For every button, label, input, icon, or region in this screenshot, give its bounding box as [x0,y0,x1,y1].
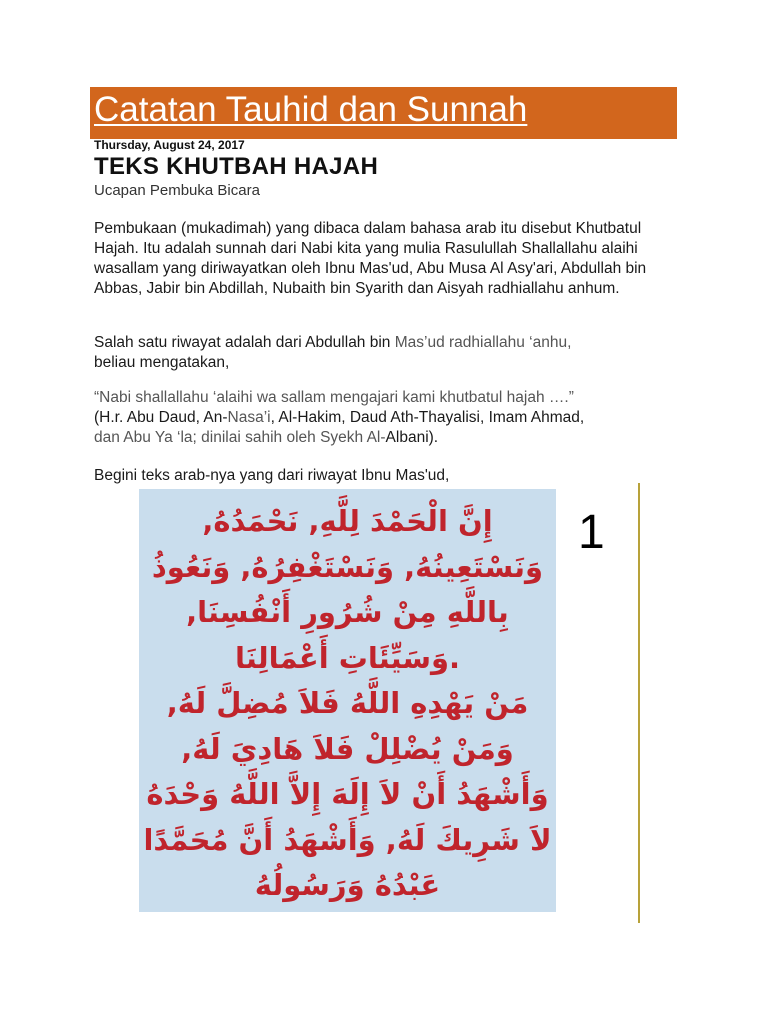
ref-text-3: , Al- [270,409,298,426]
arabic-line: عَبْدُهُ وَرَسُولُهُ [254,868,441,902]
quote-paragraph [94,388,684,448]
ref-text-4: Hakim, Daud Ath-Thayalisi, Imam Ahmad, [297,409,585,426]
arabic-lines [139,499,556,909]
narration-paragraph [94,333,684,373]
image-number-label: 1 [578,506,605,559]
arabic-text-image [139,489,556,912]
narration-text-2: Mas’ud radhiallahu ‘anhu, [394,334,572,351]
arabic-line: وَنَسْتَعِينُهُ, وَنَسْتَغْفِرُهُ, وَنَعُوذُ [151,549,544,584]
arabic-line: وَأَشْهَدُ أَنْ لاَ إِلَهَ إِلاَّ اللَّهُ وَحْدَهُ [146,777,549,811]
blog-title-link[interactable]: Catatan Tauhid dan Sunnah [94,90,528,129]
arabic-line: لاَ شَرِيكَ لَهُ, وَأَشْهَدُ أَنَّ مُحَمَّدًا [143,822,552,857]
arabic-line: إِنَّ الْحَمْدَ لِلَّهِ, نَحْمَدُهُ, [202,504,493,538]
arabic-line: مَنْ يَهْدِهِ اللَّهُ فَلاَ مُضِلَّ لَهُ, [166,686,529,720]
ref-text-2: Nasa’i [227,409,271,426]
hadith-quote: “Nabi shallallahu ‘alaihi wa sallam mengajari kami khutbatul hajah ….” [94,389,574,406]
arabic-line: وَمَنْ يُضْلِلْ فَلاَ هَادِيَ لَهُ, [181,731,514,766]
post-title: TEKS KHUTBAH HAJAH [94,153,379,180]
arabic-line: بِاللَّهِ مِنْ شُرُورِ أَنْفُسِنَا, [186,595,509,629]
narration-text-3: beliau mengatakan, [94,354,230,371]
ref-text-1: (H.r. Abu Daud, An- [94,409,228,426]
ref-text-5: dan Abu Ya ‘la; dinilai sahih oleh Syekh Al- [94,429,386,446]
vertical-divider [638,483,640,923]
post-date: Thursday, August 24, 2017 [94,138,245,152]
arabic-line: .وَسَيِّئَاتِ أَعْمَالِنَا [234,640,461,675]
blog-header-banner [90,87,677,139]
ref-text-6: Albani). [385,429,439,446]
narration-text-1: Salah satu riwayat adalah dari Abdullah bin [94,334,395,351]
intro-paragraph: Pembukaan (mukadimah) yang dibaca dalam bahasa arab itu disebut Khutbatul Hajah. Itu adalah sunnah dari Nabi kita yang mulia Rasulullah Shallallahu alaihi wasallam yang diriwayatkan oleh Ibnu Mas'ud, Abu Musa Al Asy'ari, Abdullah bin Abbas, Jabir bin Abdillah, Nubaith bin Syarith dan Aisyah radhiallahu anhum. [94,220,647,297]
arabic-intro-paragraph: Begini teks arab-nya yang dari riwayat Ibnu Mas'ud, [94,467,450,484]
post-subtitle: Ucapan Pembuka Bicara [94,182,260,199]
